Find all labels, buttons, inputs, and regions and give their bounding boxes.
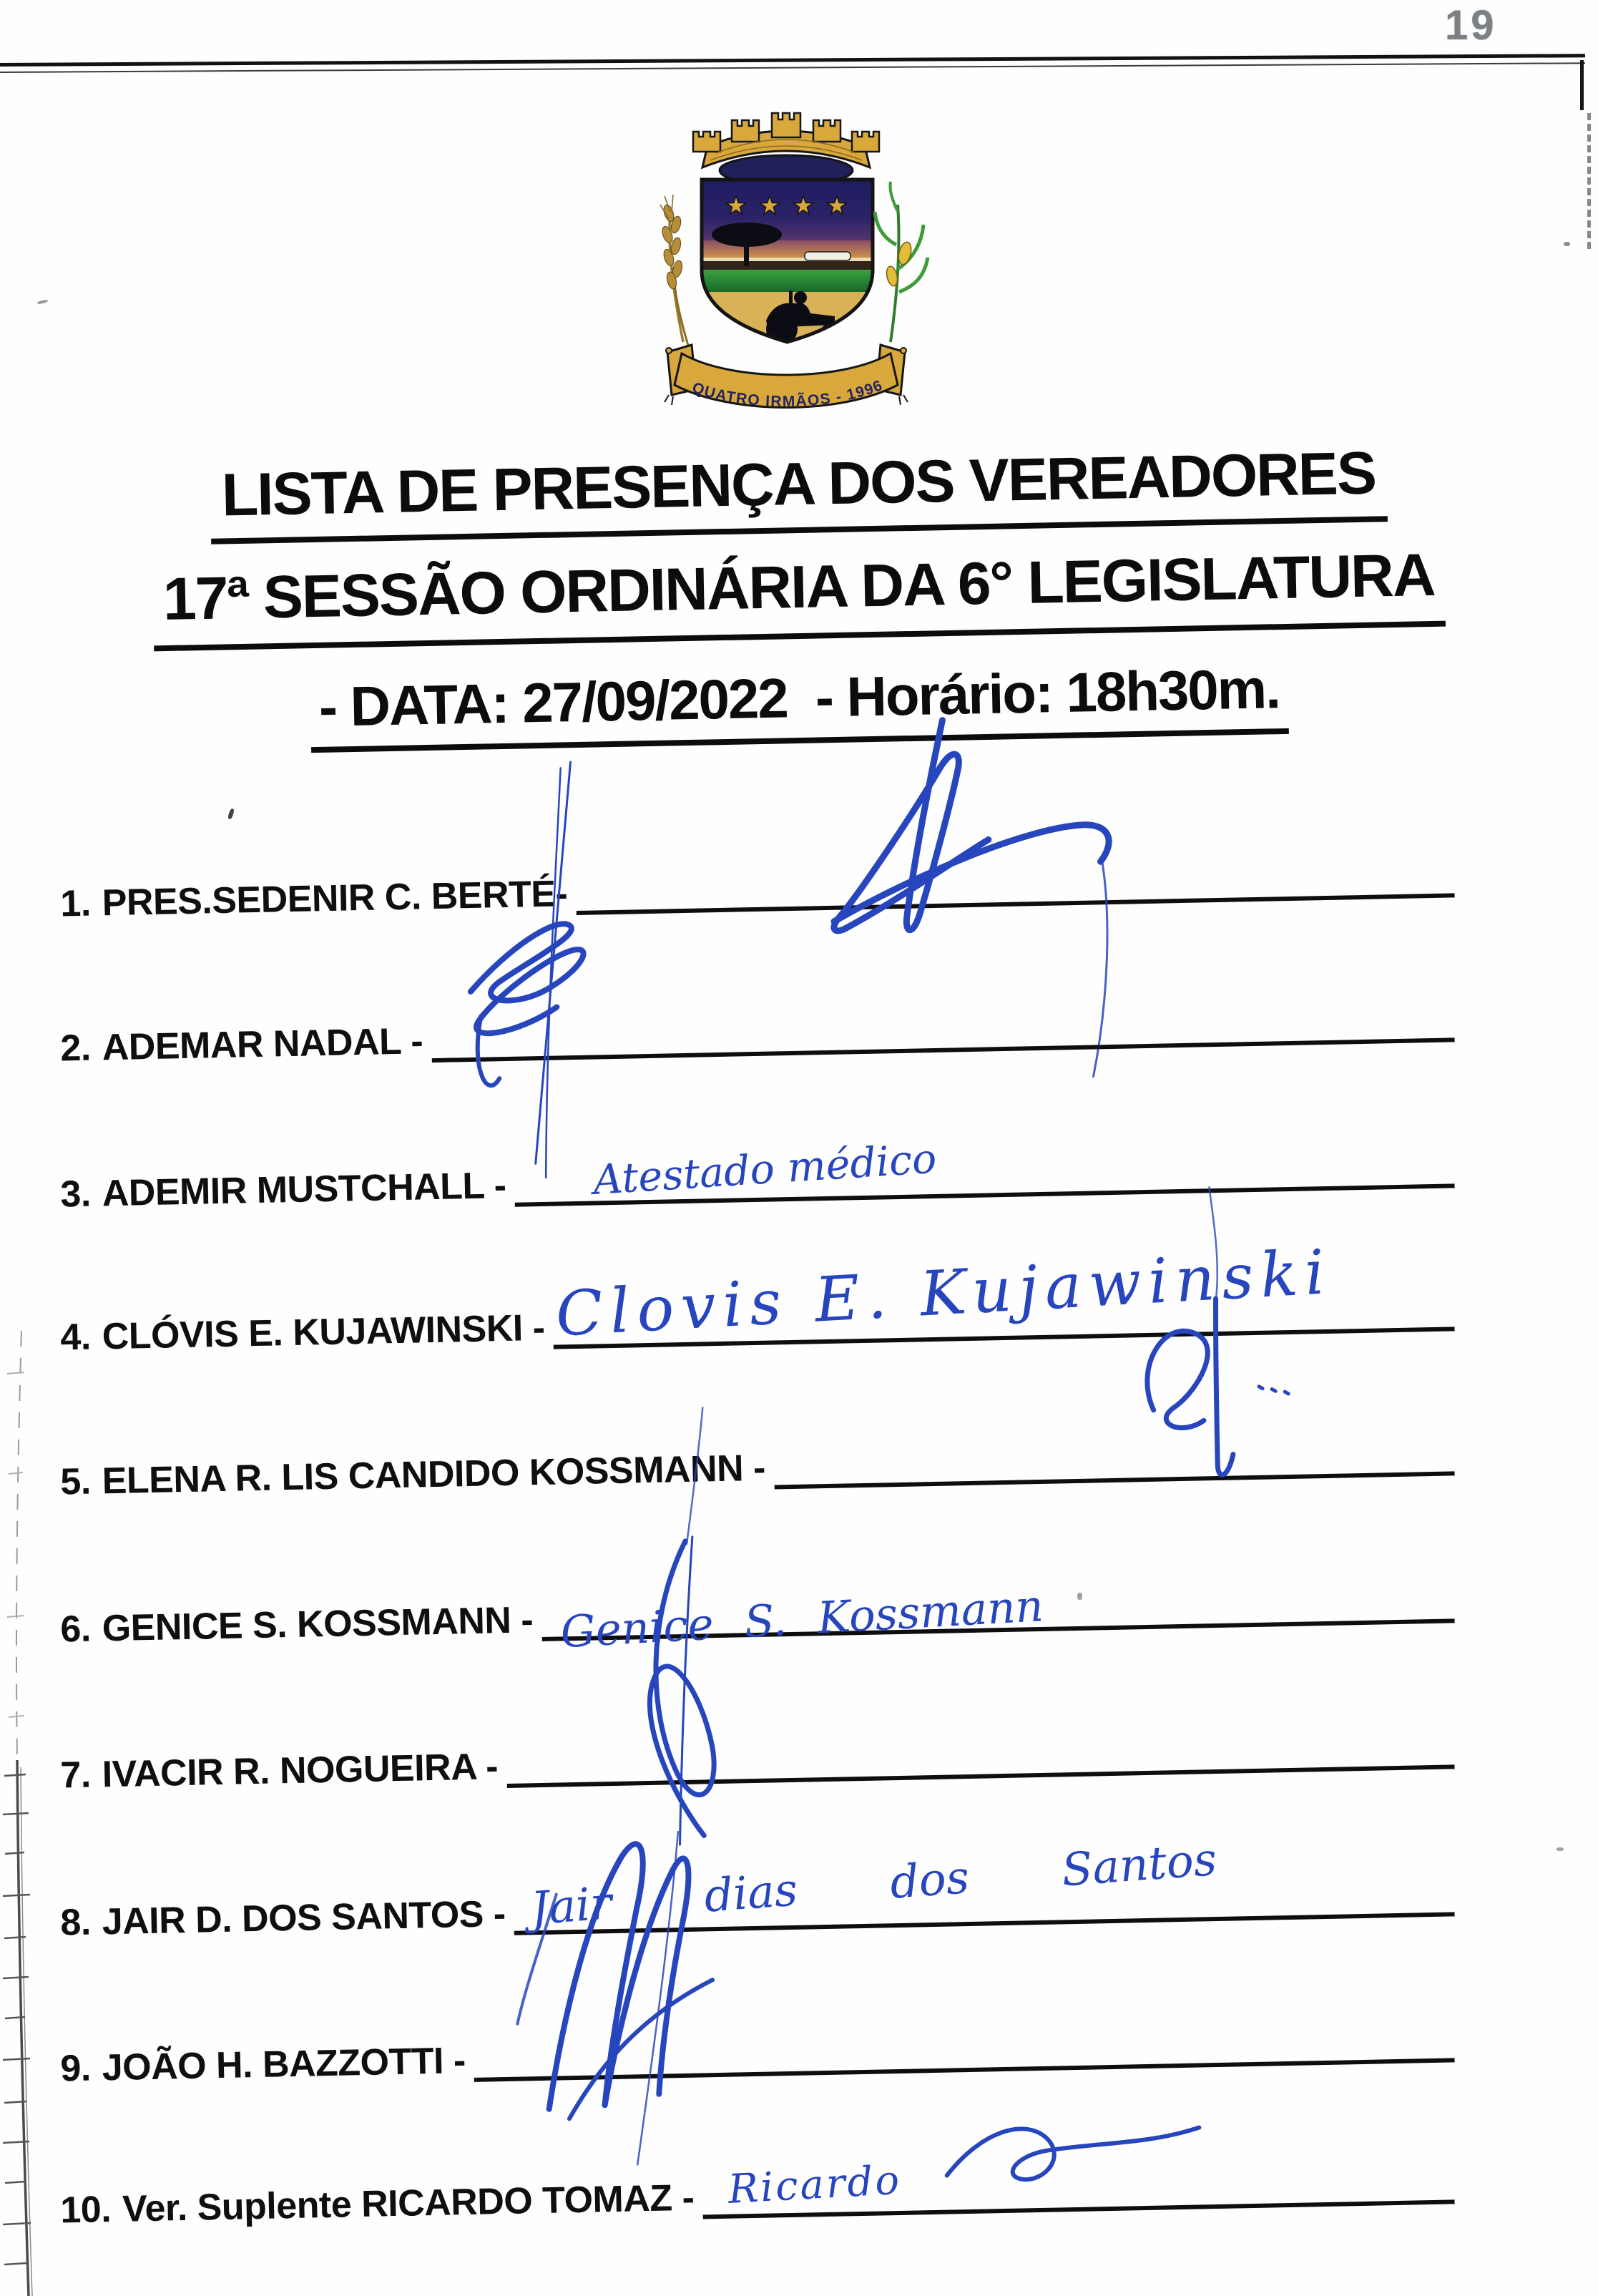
crest-crown — [693, 113, 879, 185]
member-row — [0, 1428, 1598, 1505]
page-border-top — [0, 54, 1585, 73]
member-name: GENICE S. KOSSMANN - — [102, 1599, 534, 1650]
crest-wheat-branch — [660, 195, 689, 348]
page-border-right — [1587, 113, 1591, 249]
member-number: 9. — [59, 2047, 92, 2090]
member-name: ADEMIR MUSTCHALL - — [102, 1165, 507, 1215]
signature-scribble — [418, 761, 642, 1194]
signature-line — [514, 1135, 1455, 1206]
member-row — [0, 1576, 1598, 1659]
document-title-wrap — [0, 439, 1598, 533]
member-name: ADEMAR NADAL - — [102, 1020, 423, 1069]
member-row — [0, 1721, 1598, 1798]
crest-banner — [665, 345, 908, 410]
signature-scribble — [715, 703, 1150, 955]
member-number: 6. — [59, 1608, 92, 1651]
municipal-crest — [639, 104, 933, 425]
signature-line — [474, 2016, 1455, 2081]
signature-line — [553, 1236, 1455, 1351]
crest-vehicle — [805, 252, 851, 260]
member-number: 3. — [59, 1173, 92, 1216]
member-number: 8. — [59, 1901, 92, 1944]
member-row — [0, 2015, 1598, 2091]
signature-scribble — [1107, 1271, 1297, 1504]
date-time-line: - DATA: 27/09/2022 - Horário: 18h30m. — [310, 656, 1289, 753]
signature-handwriting: Ricardo — [727, 2156, 903, 2213]
crest-banner-text: QUATRO IRMÃOS - 1996 — [690, 376, 886, 410]
member-number: 4. — [59, 1316, 92, 1359]
member-number: 2. — [59, 1027, 92, 1070]
scan-speck — [227, 808, 235, 819]
signature-handwriting: Clovis E. Kujawinski — [554, 1236, 1334, 1351]
signature-scribble — [937, 2101, 1211, 2214]
member-number: 10. — [59, 2189, 112, 2232]
signature-scribble — [602, 1528, 765, 1867]
signature-line — [702, 2158, 1455, 2219]
member-row — [0, 2156, 1598, 2233]
member-name: JAIR D. DOS SANTOS - — [102, 1893, 506, 1943]
page-border-corner — [1580, 60, 1584, 110]
member-name: ELENA R. LIS CANDIDO KOSSMANN - — [102, 1447, 766, 1503]
signature-handwriting: Atestado médico — [592, 1135, 938, 1204]
signature-handwriting: Genice S. Kossmann — [559, 1581, 1045, 1659]
member-name: IVACIR R. NOGUEIRA - — [102, 1746, 499, 1796]
member-name: CLÓVIS E. KUJAWINSKI - — [102, 1306, 546, 1358]
crest-corn-branch — [875, 182, 928, 342]
signature-line — [576, 851, 1455, 915]
signature-line — [506, 1723, 1454, 1788]
signature-line — [431, 996, 1454, 1062]
member-number: 1. — [59, 882, 92, 925]
member-row — [0, 850, 1598, 927]
member-row — [0, 1135, 1598, 1217]
member-row — [0, 1832, 1598, 1945]
document-subtitle-wrap — [0, 540, 1598, 639]
member-number: 5. — [59, 1460, 92, 1503]
signature-handwriting: Jair dias dos Santos — [529, 1832, 1219, 1935]
member-row — [0, 995, 1598, 1071]
member-row — [0, 1236, 1598, 1360]
scan-speck — [1557, 1847, 1564, 1851]
signature-line — [773, 1430, 1454, 1489]
crest-shield — [696, 176, 878, 348]
document-title: LISTA DE PRESENÇA DOS VEREADORES — [210, 438, 1388, 544]
session-subtitle: 17ª SESSÃO ORDINÁRIA DA 6° LEGISLATURA — [152, 540, 1446, 652]
scan-speck — [37, 299, 49, 305]
signature-scribble — [498, 1827, 733, 2146]
scan-speck — [1564, 242, 1570, 246]
page-number: 19 — [1445, 2, 1497, 49]
member-number: 7. — [59, 1754, 92, 1797]
member-name: JOÃO H. BAZZOTTI - — [102, 2040, 466, 2089]
member-name: Ver. Suplente RICARDO TOMAZ - — [122, 2177, 695, 2230]
member-name: PRES.SEDENIR C. BERTÉ- — [102, 873, 568, 924]
